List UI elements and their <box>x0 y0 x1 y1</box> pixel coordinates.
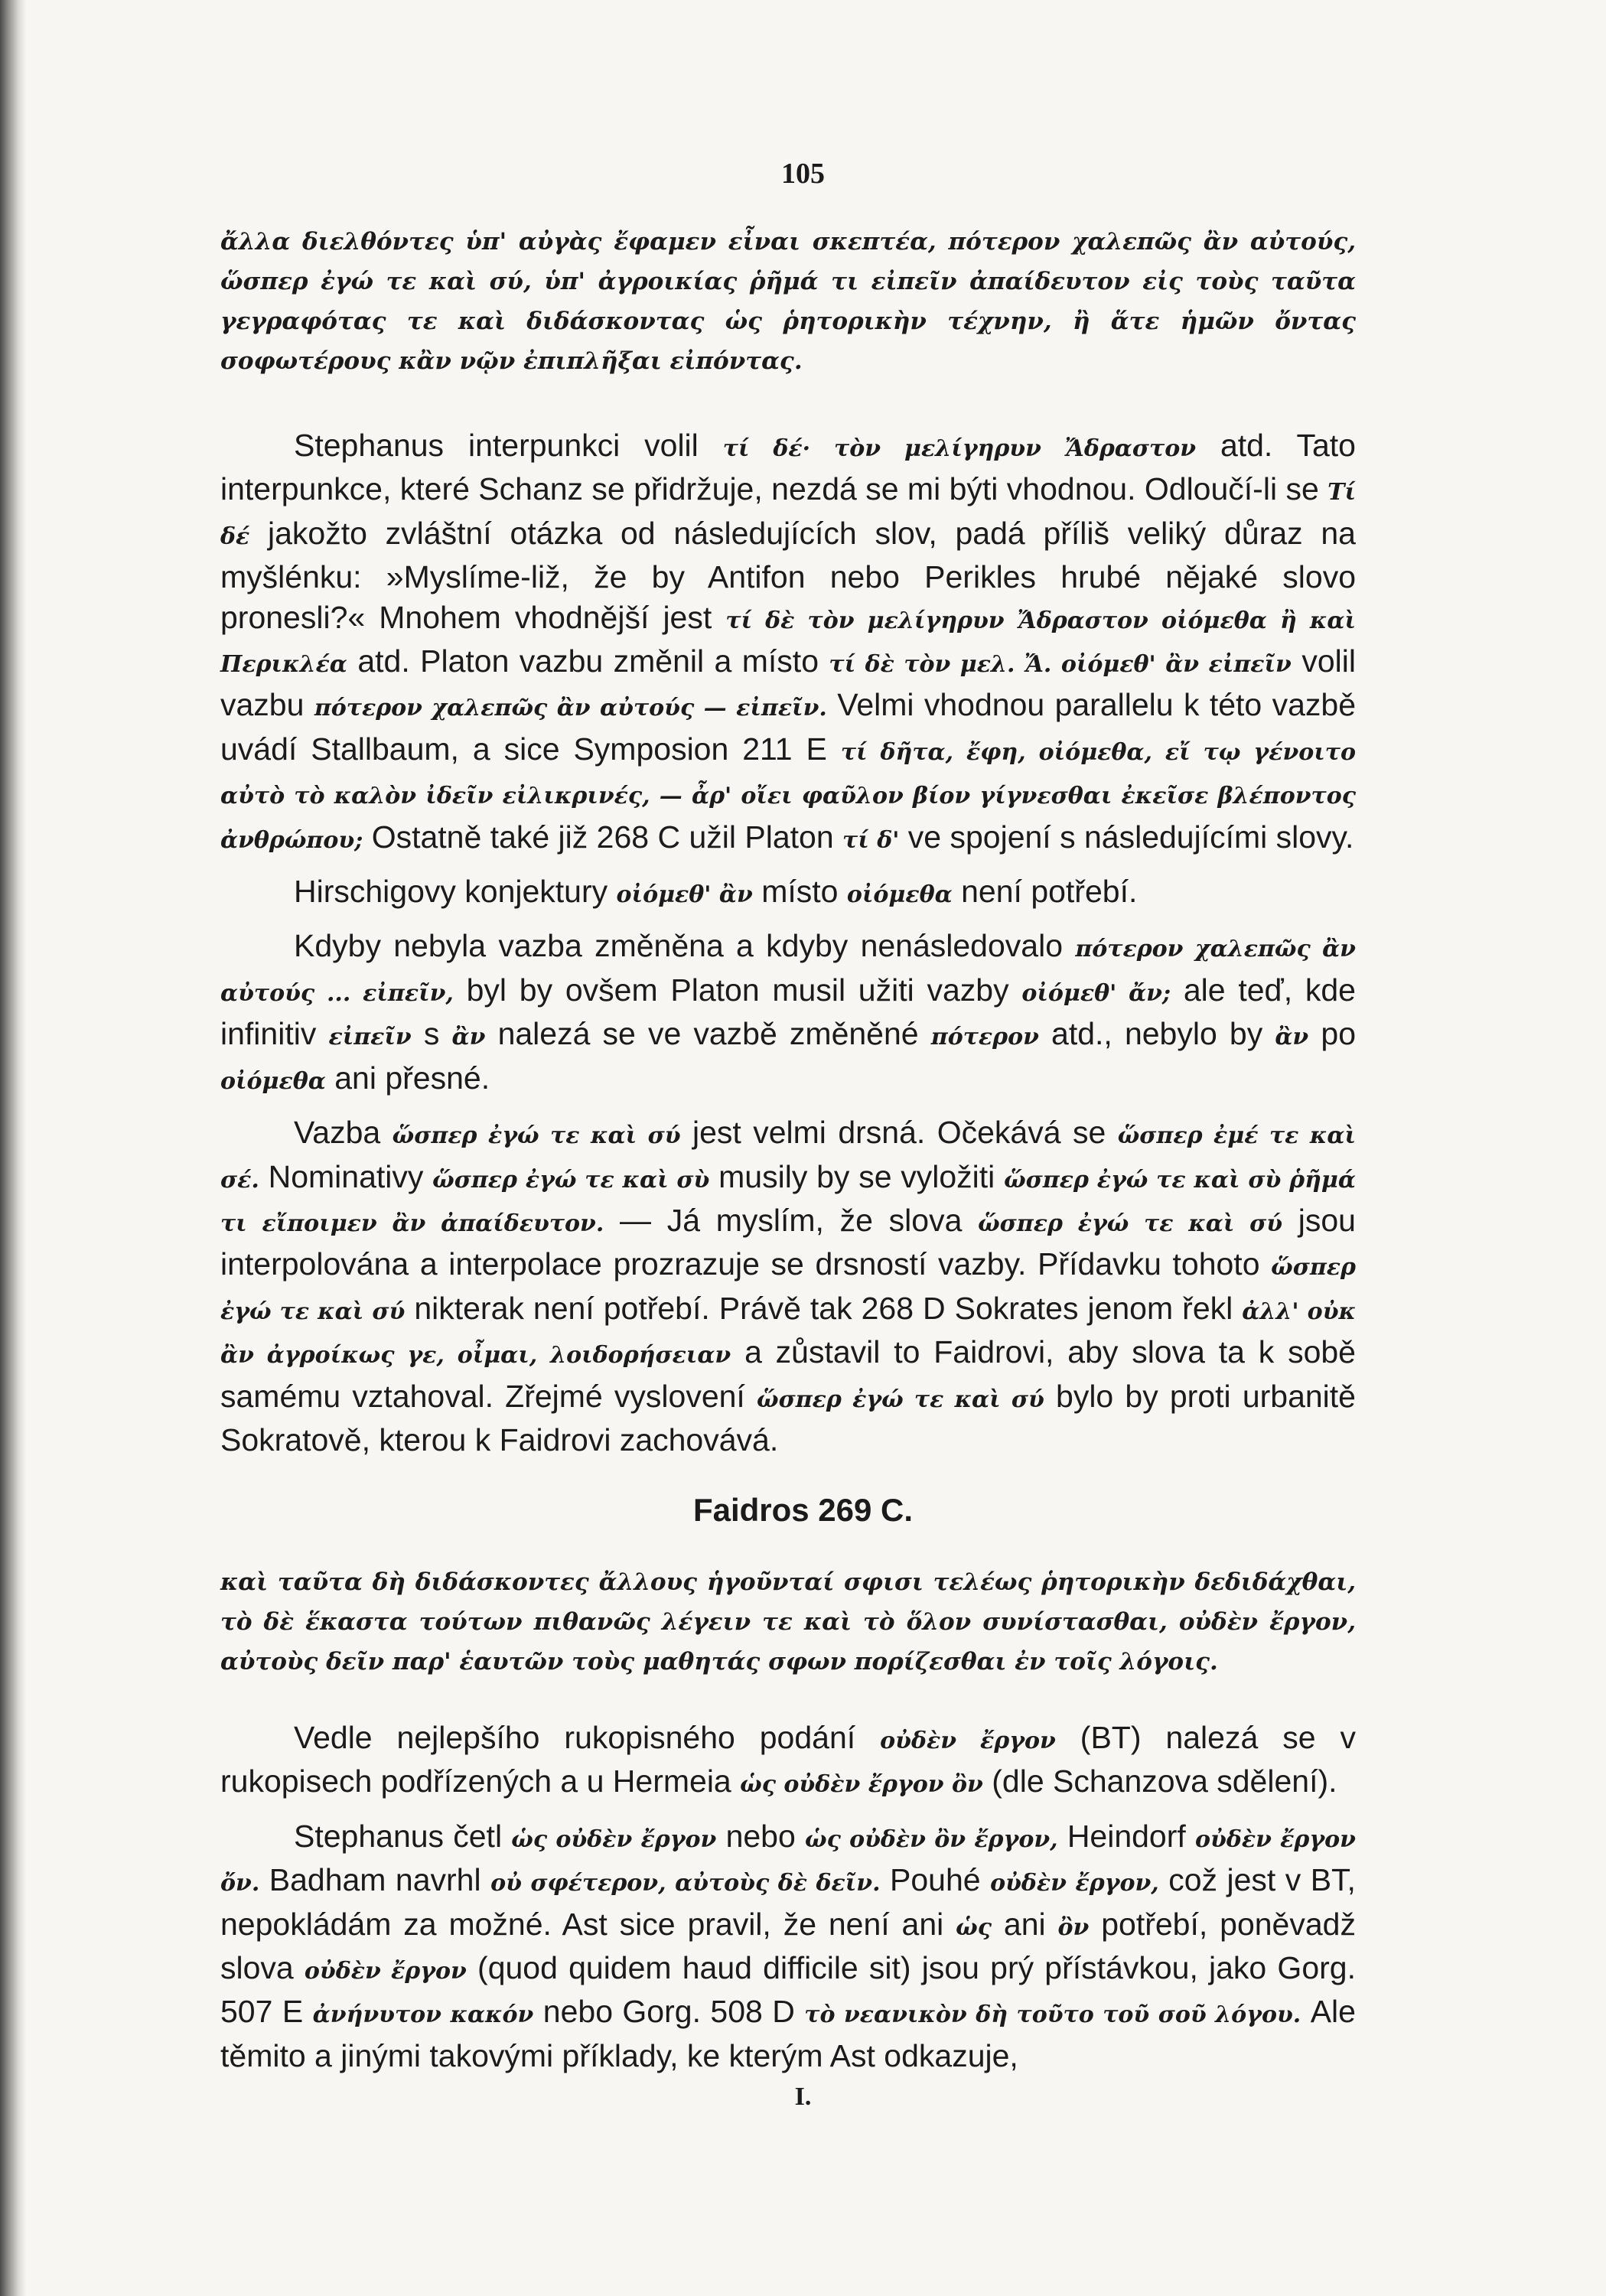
commentary-section-1 <box>220 425 1356 1470</box>
greek-quote-top: ἄλλα διελθόντες ὑπ' αὐγὰς ἔφαμεν εἶναι σκεπτέα, πότερον χαλεπῶς ἂν αὐτούς, ὥσπερ ἐγώ τε καὶ σύ, ὑπ' ἀγροικίας ῥῆμά τι εἰπεῖν ἀπαίδευτον εἰς τοὺς ταῦτα γεγραφότας τε καὶ διδάσκοντας ὡς ῥητορικὴν τέχνην, ἢ ἅτε ἡμῶν ὄντας σοφωτέρους κἂν νῷν ἐπιπλῆξαι εἰπόντας. <box>220 228 1356 375</box>
page-number: 105 <box>781 158 825 190</box>
signature-mark: I. <box>794 2083 812 2111</box>
commentary-section-2 <box>220 1718 1356 2086</box>
paragraph-stephanus-cetl: Stephanus četl ὡς οὐδὲν ἔργον nebo ὡς οὐδὲν ὂν ἔργον, Heindorf οὐδὲν ἔργον ὄν. Badham navrhl οὐ σφέτερον, αὐτοὺς δὲ δεῖν. Pouhé οὐδὲν ἔργον, což jest v BT, nepokládám za možné. Ast sice pravil, že není ani ὡς ani ὂν potřebí, poněvadž slova οὐδὲν ἔργον (quod quidem haud difficile sit) jsou prý přístávkou, jako Gorg. 507 E ἀνήνυτον κακόν nebo Gorg. 508 D τὸ νεανικὸν δὴ τοῦτο τοῦ σοῦ λόγου. Ale těmito a jinými takovými příklady, ke kterým Ast odkazuje, <box>220 1818 1356 2073</box>
paragraph-vedle: Vedle nejlepšího rukopisného podání οὐδὲν ἔργον (BT) nalezá se v rukopisech podřízených a u Hermeia ὡς οὐδὲν ἔργον ὂν (dle Schanzova sdělení). <box>220 1720 1356 1799</box>
paragraph-stephanus-interpunkce: Stephanus interpunkci volil τί δέ· τὸν μελίγηρυν Ἄδραστον atd. Tato interpunkce, které Schanz se přidržuje, nezdá se mi býti vhodnou. Odloučí-li se Τί δέ jakožto zvláštní otázka od následujících slov, padá příliš veliký důraz na myšlénku: »Myslíme-liž, že by Antifon nebo Perikles hrubé nějaké slovo pronesli?« Mnohem vhodnější jest τί δὲ τὸν μελίγηρυν Ἄδραστον οἰόμεθα ἢ καὶ Περικλέα atd. Platon vazbu změnil a místo τί δὲ τὸν μελ. Ἄ. οἰόμεθ' ἂν εἰπεῖν volil vazbu πότερον χαλεπῶς ἂν αὐτούς — εἰπεῖν. Velmi vhodnou parallelu k této vazbě uvádí Stallbaum, a sice Symposion 211 E τί δῆτα, ἔφη, οἰόμεθα, εἴ τῳ γένοιτο αὐτὸ τὸ καλὸν ἰδεῖν εἰλικρινές, — ἆρ' οἴει φαῦλον βίον γίγνεσθαι ἐκεῖσε βλέποντος ἀνθρώπου; Ostatně také již 268 C užil Platon τί δ' ve spojení s následujícími slovy. <box>220 428 1356 855</box>
paragraph-hirschig: Hirschigovy konjektury οἰόμεθ' ἂν místo οἰόμεθα není potřebí. <box>294 874 1138 910</box>
binding-shadow <box>0 0 26 2296</box>
greek-quote-269c: καὶ ταῦτα δὴ διδάσκοντες ἄλλους ἡγοῦνταί σφισι τελέως ῥητορικὴν δεδιδάχθαι, τὸ δὲ ἕκαστα τούτων πιθανῶς λέγειν τε καὶ τὸ ὅλον συνίστασθαι, οὐδὲν ἔργον, αὐτοὺς δεῖν παρ' ἑαυτῶν τοὺς μαθητάς σφων πορίζεσθαι ἐν τοῖς λόγοις. <box>220 1568 1356 1676</box>
paragraph-kdyby: Kdyby nebyla vazba změněna a kdyby nenásledovalo πότερον χαλεπῶς ἂν αὐτούς ... εἰπεῖν, byl by ovšem Platon musil užiti vazby οἰόμεθ' ἄν; ale teď, kde infinitiv εἰπεῖν s ἂν nalezá se ve vazbě změněné πότερον atd., nebylo by ἂν po οἰόμεθα ani přesné. <box>220 928 1356 1096</box>
section-heading: Faidros 269 C. <box>692 1492 914 1528</box>
paragraph-vazba: Vazba ὥσπερ ἐγώ τε καὶ σύ jest velmi drsná. Očekává se ὥσπερ ἐμέ τε καὶ σέ. Nominativy ὥσπερ ἐγώ τε καὶ σὺ musily by se vyložiti ὥσπερ ἐγώ τε καὶ σὺ ῥῆμά τι εἴποιμεν ἂν ἀπαίδευτον. — Já myslím, že slova ὥσπερ ἐγώ τε καὶ σύ jsou interpolována a interpolace prozrazuje se drsností vazby. Přídavku tohoto ὥσπερ ἐγώ τε καὶ σύ nikterak není potřebí. Právě tak 268 D Sokrates jenom řekl ἀλλ' οὐκ ἂν ἀγροίκως γε, οἶμαι, λοιδορήσειαν a zůstavil to Faidrovi, aby slova ta k sobě samému vztahoval. Zřejmé vyslovení ὥσπερ ἐγώ τε καὶ σύ bylo by proti urbanitě Sokratově, kterou k Faidrovi zachovává. <box>220 1115 1356 1457</box>
